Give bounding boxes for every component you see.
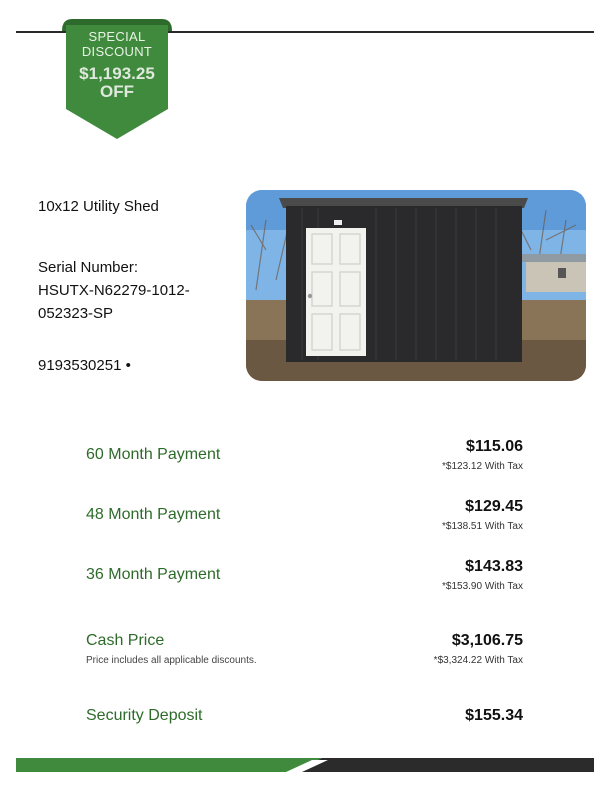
- cash-price-label: Cash Price: [86, 632, 165, 649]
- payment-48-label: 48 Month Payment: [86, 506, 221, 523]
- product-title: 10x12 Utility Shed: [38, 198, 159, 215]
- security-deposit-value: $155.34: [465, 707, 523, 724]
- serial-label: Serial Number:: [38, 259, 139, 276]
- badge-line1: SPECIAL: [88, 29, 146, 44]
- badge-suffix: OFF: [100, 82, 134, 101]
- cash-price-note: Price includes all applicable discounts.: [86, 655, 257, 666]
- payment-60-label: 60 Month Payment: [86, 446, 221, 463]
- payment-48-price: $129.45: [465, 498, 523, 515]
- badge-amount: $1,193.25: [79, 64, 155, 83]
- security-deposit-label: Security Deposit: [86, 707, 203, 724]
- serial-value: HSUTX-N62279-1012-052323-SP: [38, 282, 190, 322]
- payment-36-tax: *$153.90 With Tax: [442, 581, 523, 592]
- product-photo: [246, 190, 586, 381]
- badge-line2: DISCOUNT: [81, 44, 153, 59]
- cash-price-value: $3,106.75: [451, 632, 523, 649]
- footer-bar: [16, 758, 594, 772]
- phone-number: 9193530251 •: [38, 357, 131, 374]
- cash-price-tax: *$3,324.22 With Tax: [433, 655, 523, 666]
- payment-36-label: 36 Month Payment: [86, 566, 221, 583]
- payment-60-tax: *$123.12 With Tax: [442, 461, 523, 472]
- payment-36-price: $143.83: [465, 558, 523, 575]
- discount-badge-text: [58, 17, 176, 101]
- payment-48-tax: *$138.51 With Tax: [442, 521, 523, 532]
- payment-60-price: $115.06: [466, 438, 523, 455]
